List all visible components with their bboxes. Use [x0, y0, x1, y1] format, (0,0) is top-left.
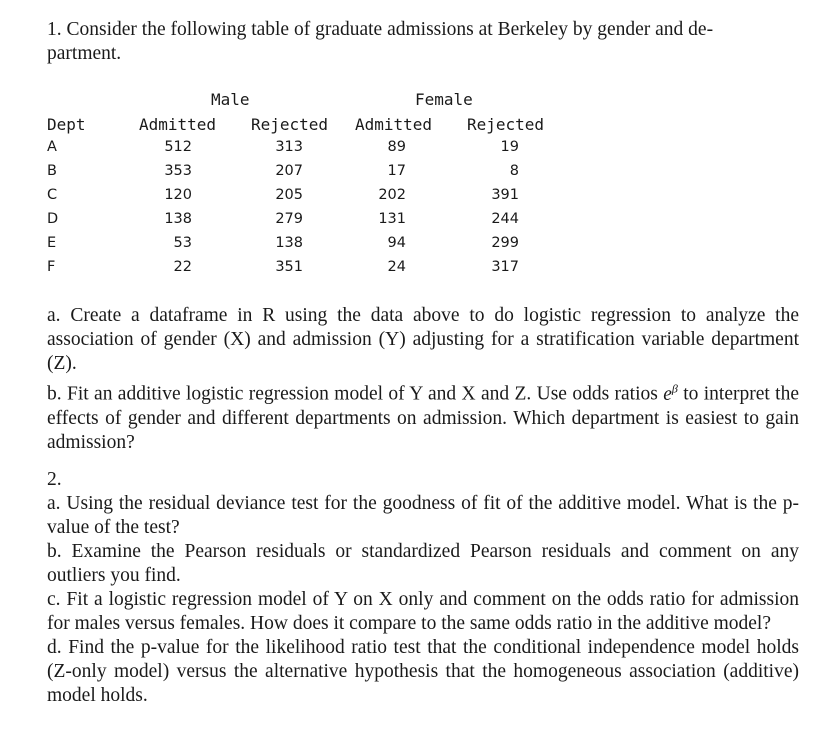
q1-part-a: a. Create a dataframe in R using the data above to do logistic regression to analyze the association of gender (X) and admission (Y) adjusting for a stratification variable department (Z). — [47, 305, 799, 374]
female-admitted-cell: 17 — [387, 163, 406, 179]
odds-ratio-math: $e^\beta$ — [663, 381, 678, 405]
male-rejected-cell: 351 — [275, 259, 303, 275]
male-rejected-cell: 138 — [275, 235, 303, 251]
q2-part-c: c. Fit a logistic regression model of Y on X only and comment on the odds ratio for admission for males versus females. How does it compare to the same odds ratio in the additive model? — [47, 589, 799, 634]
male-admitted-cell: 120 — [164, 187, 192, 203]
q1-part-b-post: to interpret the effects of gender and different departments on admission. Which department is easiest to gain admission? — [47, 383, 799, 453]
q1-part-b-pre: b. Fit an additive logistic regression model of Y and X and Z. Use odds ratios — [47, 383, 664, 405]
female-admitted-cell: 24 — [387, 259, 406, 275]
q2-part-a: a. Using the residual deviance test for the goodness of fit of the additive model. What is the p-value of the test? — [47, 493, 799, 538]
dept-cell: C — [47, 187, 58, 203]
male-rejected-cell: 207 — [275, 163, 303, 179]
male-rejected-cell: 313 — [275, 139, 303, 155]
q1-parts — [47, 304, 799, 455]
dept-cell: E — [47, 235, 57, 251]
male-rejected-cell: 205 — [275, 187, 303, 203]
male-admitted-cell: 353 — [164, 163, 192, 179]
female-rejected-cell: 391 — [491, 187, 519, 203]
q2-section — [47, 468, 799, 708]
male-rejected-cell: 279 — [275, 211, 303, 227]
female-rejected-cell: 299 — [491, 235, 519, 251]
q1-intro-line2: partment. — [47, 43, 122, 64]
group-header-female: Female — [415, 90, 473, 109]
male-admitted-cell: 22 — [173, 259, 192, 275]
column-header-dept: Dept — [47, 115, 86, 134]
female-admitted-cell: 131 — [378, 211, 406, 227]
column-header-male-rejected: Rejected — [251, 115, 329, 134]
female-rejected-cell: 19 — [500, 139, 519, 155]
q2-number: 2. — [47, 469, 62, 490]
dept-cell: D — [47, 211, 59, 227]
column-header-female-rejected: Rejected — [467, 115, 545, 134]
dept-cell: F — [47, 259, 56, 275]
male-admitted-cell: 53 — [173, 235, 192, 251]
q1-intro-line1: 1. Consider the following table of graduate admissions at Berkeley by gender and de- — [47, 19, 714, 40]
q1-part-b — [47, 376, 799, 455]
q2-part-b: b. Examine the Pearson residuals or standardized Pearson residuals and comment on any outliers you find. — [47, 541, 799, 586]
column-header-male-admitted: Admitted — [139, 115, 217, 134]
group-header-male: Male — [211, 90, 250, 109]
female-rejected-cell: 244 — [491, 211, 519, 227]
dept-cell: A — [47, 139, 57, 155]
male-admitted-cell: 512 — [164, 139, 192, 155]
female-rejected-cell: 317 — [491, 259, 519, 275]
female-admitted-cell: 202 — [378, 187, 406, 203]
column-header-female-admitted: Admitted — [355, 115, 433, 134]
female-admitted-cell: 89 — [387, 139, 406, 155]
q2-part-d: d. Find the p-value for the likelihood ratio test that the conditional independence model holds (Z-only model) versus the alternative hypothesis that the homogeneous association (additive) model holds. — [47, 637, 799, 706]
male-admitted-cell: 138 — [164, 211, 192, 227]
female-rejected-cell: 8 — [509, 163, 519, 179]
female-admitted-cell: 94 — [387, 235, 406, 251]
dept-cell: B — [47, 163, 57, 179]
